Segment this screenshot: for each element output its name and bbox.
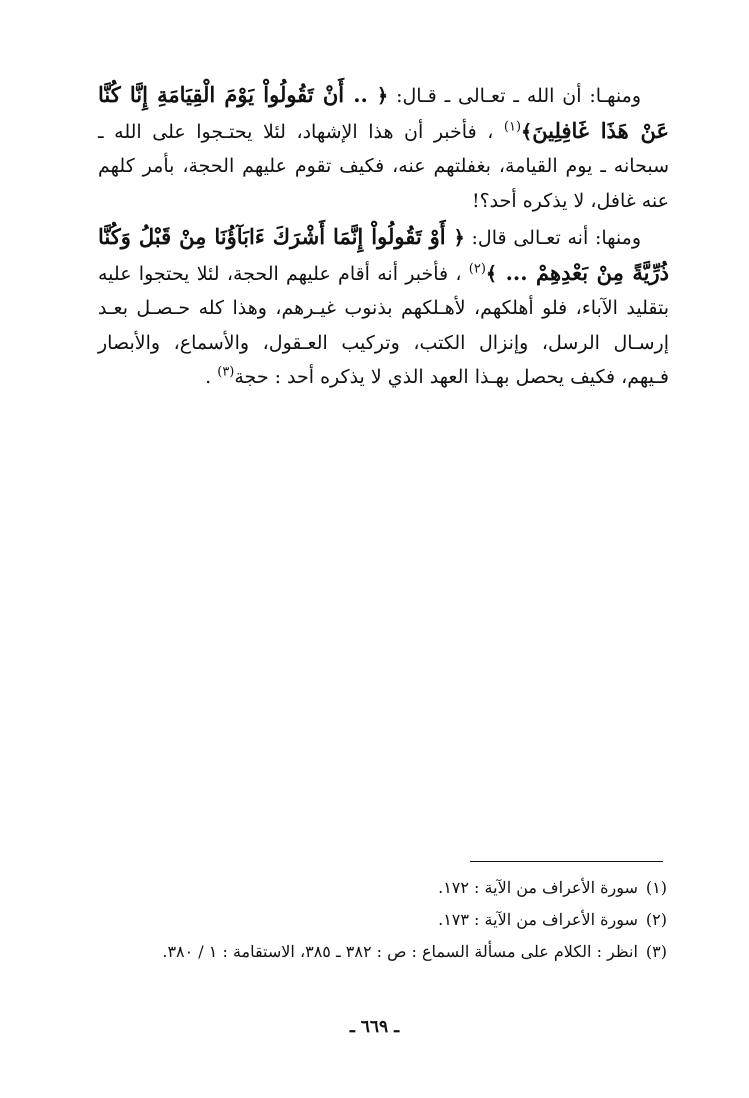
footnote-divider (470, 861, 663, 862)
paragraph-1-rest: ، فأخبر أن هذا الإشهاد، لئلا يحتـجوا على الله ـ سبحانه ـ يوم القيامة، بغفلتهم عنه، فكيف تقوم عليهم الحجة، بأمر كلهم عنه غافل، لا يذكره أحد؟! (98, 120, 669, 212)
quran-open-bracket: ﴿ (377, 85, 389, 107)
footnote-3 (110, 936, 667, 968)
quran-open-bracket: ﴿ (453, 227, 465, 249)
footnote-text: سورة الأعراف من الآية : ١٧٣. (438, 910, 638, 929)
footnote-text: انظر : الكلام على مسألة السماع : ص : ٣٨٢ ـ ٣٨٥، الاستقامة : ١ / ٣٨٠. (162, 942, 638, 961)
footnote-2 (110, 904, 667, 936)
footnote-ref-3: (٣) (217, 364, 235, 380)
main-text (98, 78, 669, 395)
quran-verse-1: .. أَنْ تَقُولُواْ يَوْمَ الْقِيَامَةِ إِنَّا كُنَّا عَنْ هَذَا غَافِلِينَ (98, 82, 669, 143)
footnote-ref-1: (١) (503, 119, 522, 135)
footnote-number: (٢) (645, 910, 667, 929)
footnote-text: سورة الأعراف من الآية : ١٧٢. (438, 878, 638, 897)
quran-close-bracket: ﴾ (485, 262, 498, 285)
paragraph-2-rest: ، فأخبر أنه أقام عليهم الحجة، لئلا يحتجوا عليه بتقليد الآباء، فلو أهلكهم، لأهـلكهم بذنوب غيـرهم، وهذا كله حـصـل بعـد إرسـال الرسل، وإنزال الكتب، وتركيب العـقول، والأسماع، والأبصار فـيهم، فكيف يحصل بهـذا العهد الذي لا يذكره أحد : حجة (98, 262, 669, 388)
paragraph-2-intro: ومنها: أنه تعـالى قال: (464, 227, 641, 249)
paragraph-1 (98, 78, 669, 218)
footnote-1 (110, 872, 667, 904)
footnote-number: (٣) (645, 942, 667, 961)
footnote-number: (١) (645, 878, 667, 897)
page-number: ـ ٦٦٩ ـ (349, 1017, 400, 1037)
quran-close-bracket: ﴾ (521, 120, 533, 143)
paragraph-2 (98, 220, 669, 395)
quran-verse-2: أَوْ تَقُولُواْ إِنَّمَا أَشْرَكَ ءَابَآؤُنَا مِنْ قَبْلُ وَكُنَّا ذُرِّيَّةً مِنْ بَعْدِهِمْ ... (98, 224, 669, 285)
paragraph-1-intro: ومنهـا: أن الله ـ تعـالى ـ قـال: (388, 85, 641, 107)
footnote-ref-2: (٢) (468, 261, 486, 277)
footnotes (110, 872, 667, 968)
paragraph-2-end: . (205, 366, 218, 388)
